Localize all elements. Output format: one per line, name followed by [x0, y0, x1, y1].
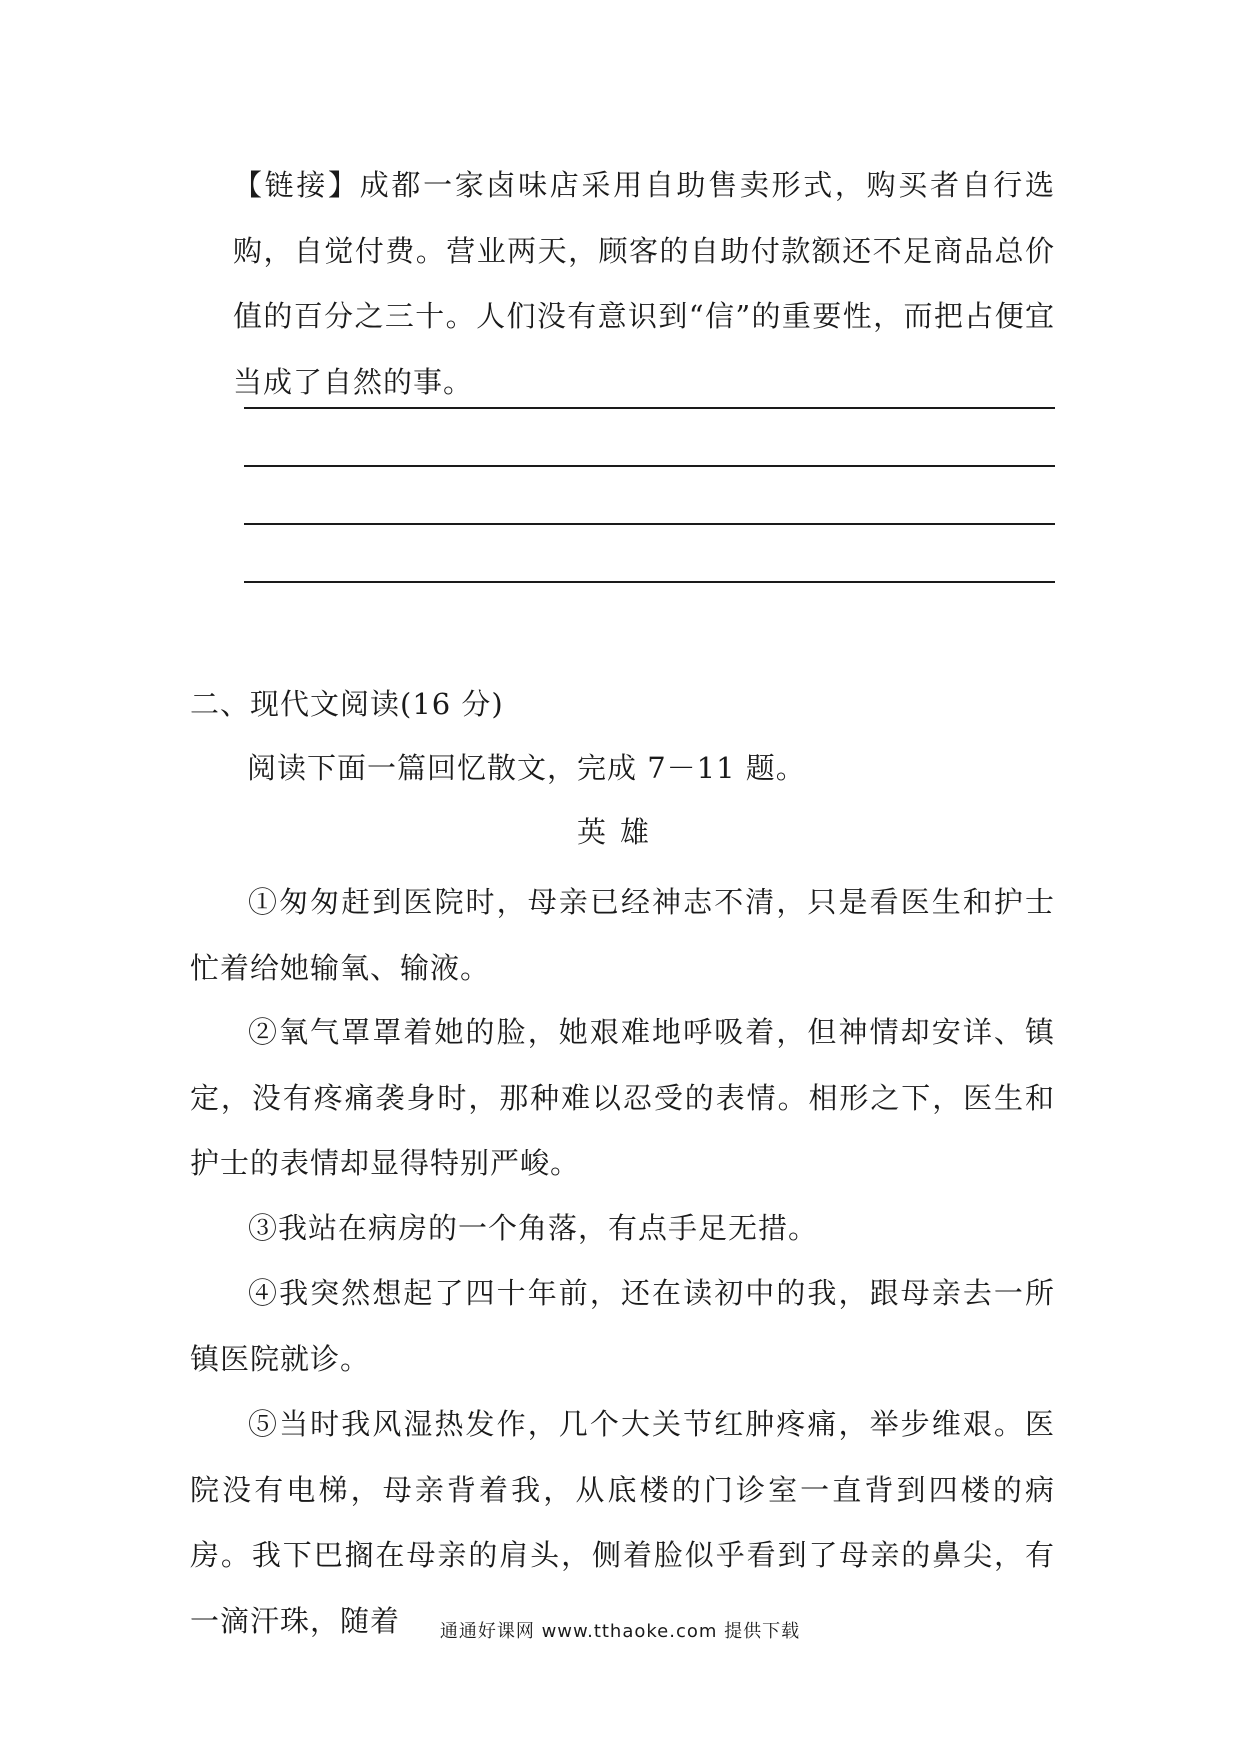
article-paragraph: ①匆匆赶到医院时，母亲已经神志不清，只是看医生和护士忙着给她输氧、输液。	[190, 885, 1055, 985]
article-paragraph: ②氧气罩罩着她的脸，她艰难地呼吸着，但神情却安详、镇定，没有疼痛袭身时，那种难以忍受的表情。相形之下，医生和护士的表情却显得特别严峻。	[190, 1015, 1055, 1180]
article-paragraph: ③我站在病房的一个角落，有点手足无措。	[248, 1211, 819, 1245]
answer-line	[244, 407, 1055, 409]
page-footer: 通通好课网 www.tthaoke.com 提供下载	[439, 1621, 801, 1642]
answer-line	[244, 523, 1055, 525]
section-title: 二、现代文阅读(16 分)	[190, 687, 504, 721]
article-title: 英雄	[576, 815, 663, 849]
article-paragraph: ⑤当时我风湿热发作，几个大关节红肿疼痛，举步维艰。医院没有电梯，母亲背着我，从底楼的门诊室一直背到四楼的病房。我下巴搁在母亲的肩头，侧着脸似乎看到了母亲的鼻尖，有一滴汗珠，随着	[190, 1407, 1055, 1638]
link-paragraph: 【链接】成都一家卤味店采用自助售卖形式，购买者自行选购，自觉付费。营业两天，顾客的自助付款额还不足商品总价值的百分之三十。人们没有意识到“信”的重要性，而把占便宜当成了自然的事。	[233, 168, 1055, 399]
answer-line	[244, 465, 1055, 467]
article-paragraph: ④我突然想起了四十年前，还在读初中的我，跟母亲去一所镇医院就诊。	[190, 1276, 1055, 1376]
reading-instruction: 阅读下面一篇回忆散文，完成 7－11 题。	[247, 751, 806, 785]
answer-line	[244, 581, 1055, 583]
